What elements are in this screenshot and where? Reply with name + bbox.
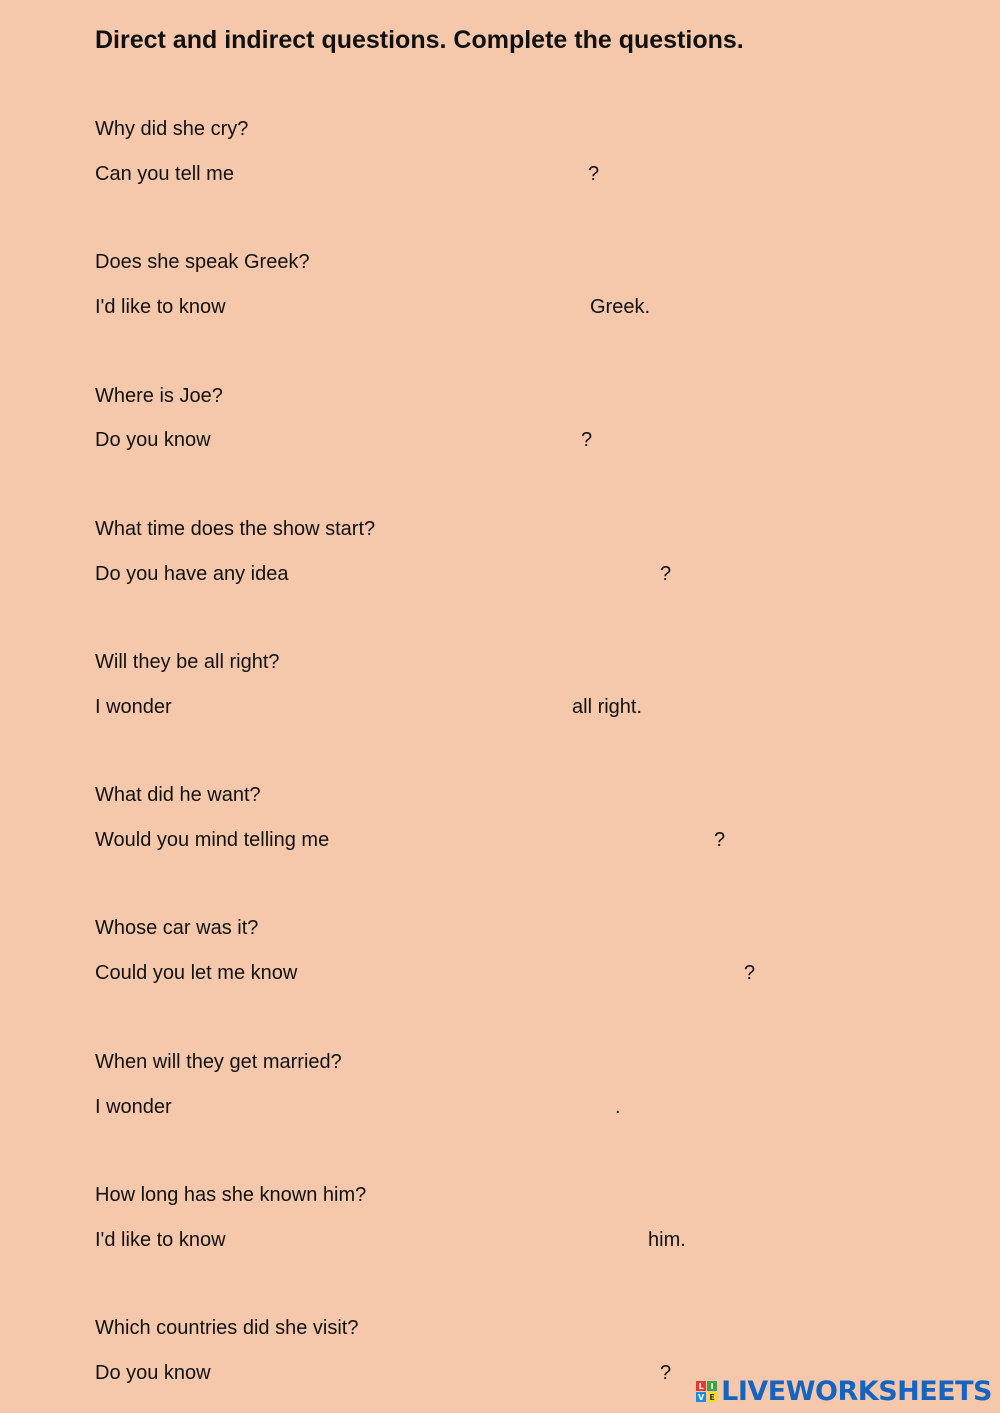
indirect-prompt-2: I'd like to know xyxy=(95,296,226,318)
answer-ending-9: him. xyxy=(648,1229,686,1251)
direct-question-7: Whose car was it? xyxy=(95,917,259,939)
answer-ending-10: ? xyxy=(660,1362,672,1384)
answer-blank-5[interactable] xyxy=(192,695,562,719)
answer-blank-2[interactable] xyxy=(252,295,582,319)
answer-blank-1[interactable] xyxy=(255,162,580,186)
direct-question-4: What time does the show start? xyxy=(95,518,376,540)
direct-question-1: Why did she cry? xyxy=(95,118,249,140)
direct-question-9: How long has she known him? xyxy=(95,1184,367,1206)
answer-ending-6: ? xyxy=(714,829,726,851)
logo-letter-v: V xyxy=(698,1392,705,1402)
answer-ending-4: ? xyxy=(660,563,672,585)
indirect-prompt-3: Do you know xyxy=(95,429,211,451)
answer-blank-3[interactable] xyxy=(232,428,572,452)
answer-blank-6[interactable] xyxy=(366,828,706,852)
indirect-prompt-5: I wonder xyxy=(95,696,172,718)
worksheet-title: Direct and indirect questions. Complete the questions. xyxy=(95,26,744,54)
answer-ending-5: all right. xyxy=(572,696,643,718)
answer-blank-4[interactable] xyxy=(312,562,652,586)
answer-ending-8: . xyxy=(615,1096,621,1118)
indirect-prompt-7: Could you let me know xyxy=(95,962,298,984)
direct-question-2: Does she speak Greek? xyxy=(95,251,310,273)
direct-question-10: Which countries did she visit? xyxy=(95,1317,359,1339)
indirect-prompt-4: Do you have any idea xyxy=(95,563,289,585)
direct-question-3: Where is Joe? xyxy=(95,385,223,407)
liveworksheets-logo xyxy=(696,1376,992,1407)
answer-ending-1: ? xyxy=(588,163,600,185)
answer-blank-9[interactable] xyxy=(252,1228,637,1252)
answer-blank-10[interactable] xyxy=(232,1361,652,1385)
indirect-prompt-10: Do you know xyxy=(95,1362,211,1384)
direct-question-8: When will they get married? xyxy=(95,1051,342,1073)
indirect-prompt-6: Would you mind telling me xyxy=(95,829,330,851)
answer-blank-7[interactable] xyxy=(327,961,737,985)
answer-blank-8[interactable] xyxy=(192,1095,607,1119)
liveworksheets-wordmark: LIVEWORKSHEETS xyxy=(721,1376,992,1407)
logo-letter-i: I xyxy=(707,1381,717,1391)
logo-letter-e: E xyxy=(707,1392,717,1402)
logo-letter-l: L xyxy=(696,1381,706,1391)
direct-question-6: What did he want? xyxy=(95,784,261,806)
answer-ending-3: ? xyxy=(581,429,593,451)
direct-question-5: Will they be all right? xyxy=(95,651,280,673)
indirect-prompt-1: Can you tell me xyxy=(95,163,234,185)
indirect-prompt-8: I wonder xyxy=(95,1096,172,1118)
answer-ending-2: Greek. xyxy=(590,296,651,318)
liveworksheets-icon xyxy=(696,1381,717,1402)
answer-ending-7: ? xyxy=(744,962,756,984)
indirect-prompt-9: I'd like to know xyxy=(95,1229,226,1251)
